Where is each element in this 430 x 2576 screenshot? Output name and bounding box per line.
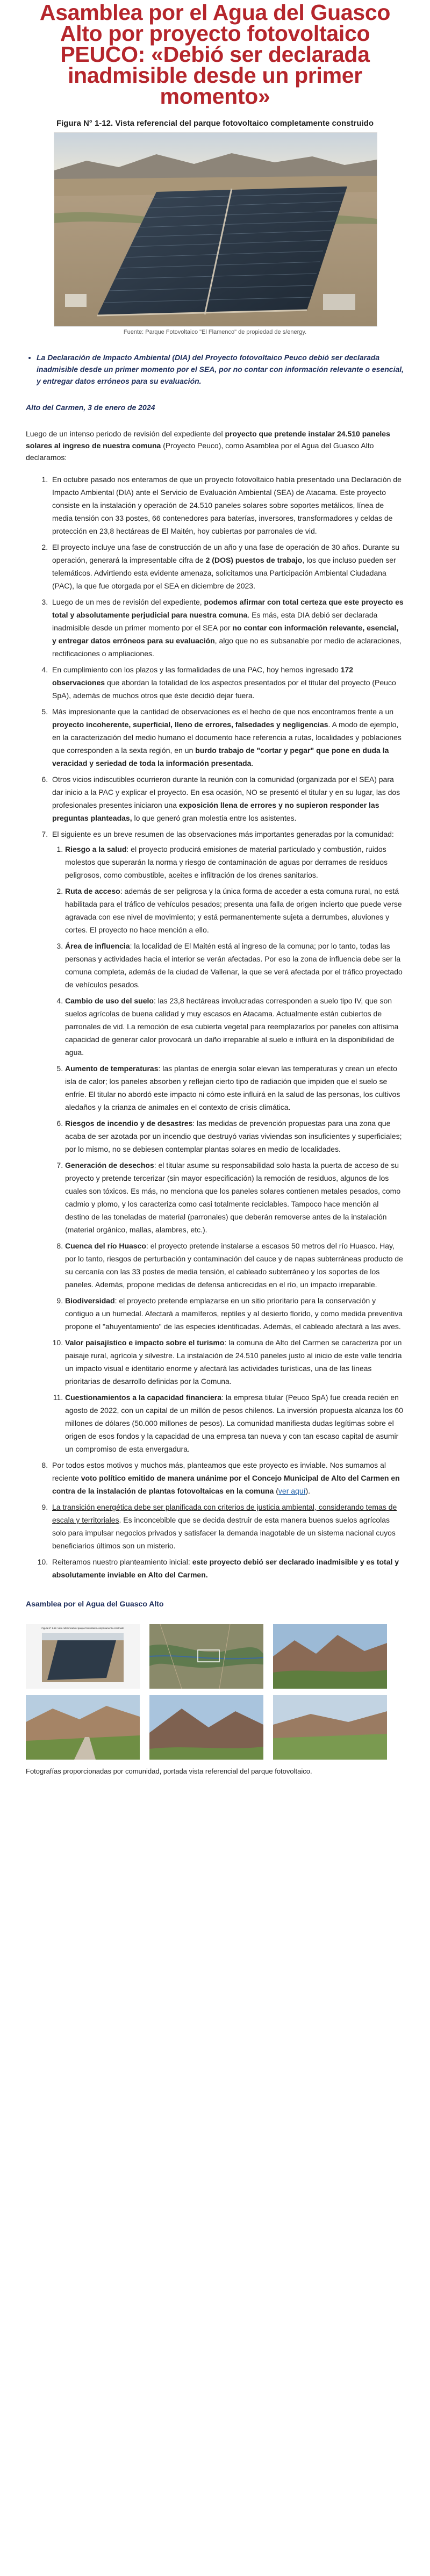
list-item-2 [50,541,404,592]
list-item-1 [50,473,404,537]
gallery-thumb-caption: Figura N° 1-12. Vista referencial del parque fotovoltaico completamente construido [41,1627,124,1630]
observation-text: : el proyecto pretende instalarse a escasos 50 metros del río Huasco. Hay, por lo tanto, riesgos de perturbación y contaminación del cauce y de napas subterráneas producto de su cercanía con las 33 postes de media tensión, el cableado subterráneo y los soportes de los paneles. Además, propone medidas de defensa anticrecidas en el río, un impacto irreparable. [65,1242,403,1289]
summary-list [26,351,404,387]
list-item-8 [50,1459,404,1497]
item-8-paren-open: ( [274,1487,278,1495]
observation-text: : el proyecto pretende emplazarse en un sitio prioritario para la conservación y contiguo a un humedal. Afectará a mamíferos, reptiles y al desierto florido, y como medida preventiva propone el "ahuyentamiento" de las especies identificadas. Además, el cableado afectará a las aves. [65,1296,403,1331]
dateline: Alto del Carmen, 3 de enero de 2024 [26,403,155,412]
item-8-paren-close: ). [305,1487,311,1495]
item-5-bold-d: burdo trabajo de "cortar y pegar" que pone en duda la veracidad y seriedad de toda la información presentada [52,746,389,767]
item-9-text-b: debe ser planificada con criterios de justicia ambiental, considerando temas de escala y territoriales [52,1503,397,1524]
list-item-6 [50,773,404,824]
item-5-text-a: Más impresionante que la cantidad de observaciones es el hecho de que nos encontramos frente a un [52,707,394,716]
observation-text: : las plantas de energía solar elevan las temperaturas y crean un efecto isla de calor; los paneles absorben y reflejan cierto tipo de radiación que impiden que el suelo se enfríe. El titular no abordó este impacto ni cómo este influirá en la salud de las personas, los cultivos aledaños y la crianza de animales en el contexto de crisis climática. [65,1064,400,1111]
observation-item [65,1239,404,1291]
observation-heading: Aumento de temperaturas [65,1064,159,1073]
observation-heading: Generación de desechos [65,1161,154,1169]
article-title: Asamblea por el Agua del Guasco Alto por proyecto fotovoltaico PEUCO: «Debió ser declarada inadmisible desde un primer momento» [39,0,391,109]
item-6-text-c: lo que generó gran molestia entre los asistentes. [132,814,297,822]
list-item-9 [50,1501,404,1552]
ver-aqui-link[interactable]: ver aquí [278,1487,306,1495]
item-5-bold-b: proyecto incoherente, superficial, lleno de errores, falsedades y negligencias [52,720,328,729]
observations-list [52,843,404,1455]
list-item-7 [50,828,404,1455]
item-10-text-a: Reiteramos nuestro planteamiento inicial: [52,1558,192,1566]
gallery-caption: Fotografías proporcionadas por comunidad, portada vista referencial del parque fotovoltaico. [26,1767,312,1775]
observation-item [65,843,404,881]
declaration-list [26,473,404,1581]
item-3-text-e: , algo que no es subsanable por medio de aclaraciones, rectificaciones o ampliaciones. [52,636,402,658]
list-item-10 [50,1555,404,1581]
item-2-text-c: , los que incluso pueden ser telemáticos. Advirtiendo esta evidente amenaza, solicitamos una Participación Ambiental Ciudadana (PAC), la que fue otorgada por el SEA en diciembre de 2023. [52,556,396,590]
observation-heading: Área de influencia [65,942,130,950]
item-4-text-a: En cumplimiento con los plazos y las formalidades de una PAC, hoy hemos ingresado [52,665,341,674]
item-5-text-c: . A modo de ejemplo, en la caracterización del medio humano el documento hace referencia a rutas, localidades y poblaciones que corresponden a la sexta región, en un [52,720,402,755]
observation-item [65,1062,404,1114]
observation-heading: Cambio de uso del suelo [65,996,154,1005]
observation-item [65,1391,404,1455]
gallery-thumb-mountain-view[interactable] [149,1695,263,1760]
item-4-text-c: que abordan la totalidad de los aspectos presentados por el titular del proyecto (Peuco SpA), además de muchos otros que éste decidió dejar fuera. [52,678,396,700]
observation-text: : las 23,8 hectáreas involucradas corresponden a suelo tipo IV, que son suelos agrícolas de buena calidad y muy escasos en Atacama. Actualmente están cubiertos de parronales de vid. La remoción de esa cubierta vegetal para reemplazarlos por paneles con altísima capacidad de generar calor provocará un daño irreparable al suelo e influirá en la disponibilidad de agua. [65,996,399,1057]
item-9-text-c: . Es inconcebible que se decida destruir de esta manera buenos suelos agrícolas solo para impulsar negocios privados y satisfacer la demanda inagotable de un sistema nacional cuyos beneficiarios últimos son un misterio. [52,1516,396,1550]
observation-item [65,1294,404,1333]
observation-heading: Riesgos de incendio y de desastres [65,1119,193,1128]
gallery-thumb-satellite-map[interactable] [149,1624,263,1689]
item-3-bold-d: no contar con información relevante, esencial, y entregar datos erróneos para su evaluación [52,623,399,645]
observation-item [65,994,404,1059]
photo-gallery [26,1624,404,1760]
item-1-text: En octubre pasado nos enteramos de que un proyecto fotovoltaico había presentado una Declaración de Impacto Ambiental (DIA) ante el Servicio de Evaluación Ambiental (SEA) de Atacama. Este proyecto consiste en la instalación y operación de 24.510 paneles solares sobre soportes metálicos, línea de media tensión con 33 postes, 66 contenedores para baterías, inversores, transformadores y celdas de protección en 23,8 hectáreas de El Maitén, hoy cubiertas por parronales de vid. [52,475,402,535]
intro-paragraph [26,428,404,463]
observation-text: : el proyecto producirá emisiones de material particulado y combustión, ruidos molestos que superarán la norma y riesgo de contaminación de aguas por derrames de residuos peligrosos, como combustible, aceites e infiltración de los drenes sanitarios. [65,845,388,879]
item-8-bold: voto político emitido de manera unánime por el Concejo Municipal de Alto del Carmen en contra de la instalación de plantas fotovoltaicas en la comuna [52,1474,400,1495]
solar-park-aerial-photo [54,132,377,327]
observation-text: : además de ser peligrosa y la única forma de acceder a esta comuna rural, no está habilitada para el tráfico de vehículos pesados; presenta una falla de origen incierto que puede verse agravada con ese nivel de movimiento; y está permanentemente sujeta a derrumbes, aluviones y cortes. El proyecto no hace mención a ello. [65,887,402,934]
observation-heading: Biodiversidad [65,1296,115,1305]
figure [54,132,376,335]
item-6-text-a: Otros vicios indiscutibles ocurrieron durante la reunión con la comunidad (organizada por el SEA) para dar inicio a la PAC y explicar el proyecto. En esa ocasión, NO se presentó el titular y en su lugar, las dos profesionales presentes iniciaron una [52,775,400,809]
observation-item [65,885,404,936]
observation-heading: Ruta de acceso [65,887,120,895]
observation-item [65,939,404,991]
item-3-text-a: Luego de un mes de revisión del expediente, [52,598,204,606]
item-2-bold: 2 (DOS) puestos de trabajo [205,556,303,564]
item-3-bold-b: podemos afirmar con total certeza que este proyecto es total y absolutamente perjudicial para nuestra comuna [52,598,404,619]
observation-heading: Riesgo a la salud [65,845,127,853]
observation-heading: Cuenca del río Huasco [65,1242,146,1250]
summary-item: • La Declaración de Impacto Ambiental (DIA) del Proyecto fotovoltaico Peuco debió ser declarada inadmisible desde un primer momento por el SEA, por no contar con información relevante o esencial, y entregar datos erróneos para su evaluación. [37,351,404,387]
list-item-5 [50,705,404,770]
observation-text: : la comuna de Alto del Carmen se caracteriza por un paisaje rural, agrícola y silvestre. La instalación de 24.510 paneles justo al inicio de este valle tendría un impacto visual e identitario enorme y afectará las actividades turísticas, una de las líneas prioritarias de desarrollo definidas por la Comuna. [65,1338,402,1386]
item-2-text-a: El proyecto incluye una fase de construcción de un año y una fase de operación de 30 años. Durante su operación, generará la impresentable cifra de [52,543,399,564]
list-item-4 [50,663,404,702]
observation-text: : el titular asume su responsabilidad solo hasta la puerta de acceso de su proyecto y pretende tercerizar (sin mayor especificación) la remoción de residuos, algunos de los cuales son tóxicos. Es más, no menciona que los paneles solares contienen metales pesados, como cadmio y plomo, y los caracteriza como casi totalmente reciclables. Tampoco hace mención al destino de las toneladas de material (parronales) que deberán removerse antes de la instalación (material orgánico, mallas, alambres, etc.). [65,1161,401,1234]
item-6-bold: exposición llena de errores y no supieron responder las preguntas planteadas, [52,801,379,822]
item-5-text-e: . [251,759,254,767]
observation-item [65,1159,404,1236]
intro-text-2: (Proyecto Peuco), como Asamblea por el Agua del Guasco Alto declaramos: [26,441,374,462]
observation-item [65,1336,404,1388]
item-4-bold: 172 observaciones [52,665,354,687]
gallery-thumb-vineyard-road[interactable] [26,1695,140,1760]
gallery-thumb-field[interactable] [273,1695,387,1760]
observation-text: : la localidad de El Maitén está al ingreso de la comuna; por lo tanto, todas las personas y actividades hacia el interior se verán afectadas. Por eso la zona de influencia debe ser la comuna completa, además de la ciudad de Vallenar, la que se verá afectada por el tráfico proyectado de vehículos pesados. [65,942,403,989]
figure-source: Fuente: Parque Fotovoltaico "El Flamenco" de propiedad de s/energy. [123,329,307,335]
observation-text: : la empresa titular (Peuco SpA) fue creada recién en agosto de 2022, con un capital de un millón de pesos chilenos. La inversión propuesta alcanza los 60 millones de dólares (50.000 millones de pesos). La comunidad manifiesta dudas legítimas sobre el origen de esos fondos y la capacidad de una empresa tan nueva y con tan escaso capital de asumir un compromiso de esta envergadura. [65,1393,403,1453]
observation-item [65,1117,404,1156]
item-3-text-c: . Es más, esta DIA debió ser declarada inadmisible desde un primer momento por el SEA por [52,611,378,632]
signature: Asamblea por el Agua del Guasco Alto [26,1599,164,1608]
observation-text: : las medidas de prevención propuestas para una zona que acaba de ser azotada por un incendio que destruyó varias viviendas son insuficientes y superficiales; por lo mismo, no se debiesen contemplar plantas solares en medio de localidades. [65,1119,402,1153]
gallery-thumb-valley-landscape[interactable] [273,1624,387,1689]
intro-text-1: Luego de un intenso periodo de revisión del expediente del [26,429,225,438]
item-8-text-a: Por todos estos motivos y muchos más, planteamos que este proyecto es inviable. Nos sumamos al reciente [52,1461,386,1482]
item-7-intro: El siguiente es un breve resumen de las observaciones más importantes generadas por la comunidad: [52,830,394,838]
item-9-text-a: La transición energética [52,1503,132,1511]
observation-heading: Cuestionamientos a la capacidad financiera [65,1393,221,1402]
gallery-thumb-report-cover[interactable] [26,1624,140,1689]
figure-caption: Figura N° 1-12. Vista referencial del parque fotovoltaico completamente construido [56,119,374,128]
list-item-3 [50,595,404,660]
observation-heading: Valor paisajístico e impacto sobre el turismo [65,1338,225,1347]
item-10-bold: este proyecto debió ser declarado inadmisible y es total y absolutamente inviable en Alto del Carmen. [52,1558,399,1579]
intro-bold: proyecto que pretende instalar 24.510 paneles solares al ingreso de nuestra comuna [26,429,390,450]
